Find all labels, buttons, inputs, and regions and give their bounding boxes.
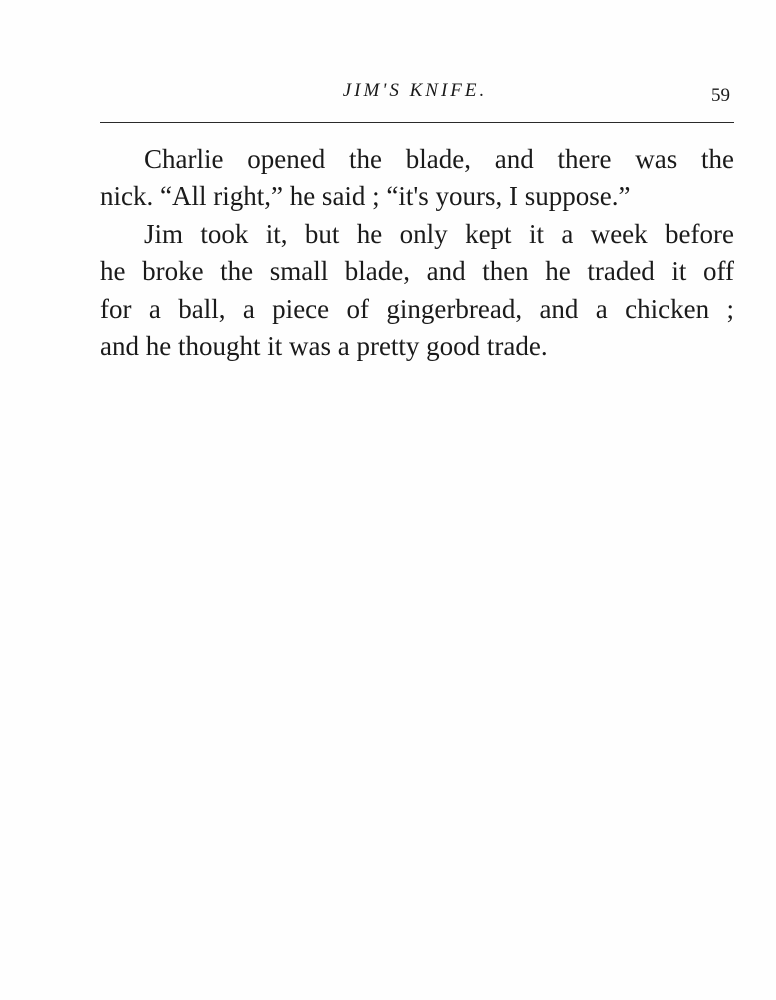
paragraph-2-line-1: Jim took it, but he only kept it a week before <box>144 218 734 249</box>
paragraph-1-line-2: nick. “All right,” he said ; “it's yours, I suppose.” <box>100 181 631 212</box>
header-rule <box>100 122 734 123</box>
paragraph-2-line-4: and he thought it was a pretty good trade. <box>100 331 548 362</box>
paragraph-2-line-3: for a ball, a piece of gingerbread, and a chicken ; <box>100 293 734 324</box>
paragraph-2-line-2: he broke the small blade, and then he traded it off <box>100 256 734 287</box>
body-text <box>100 141 734 365</box>
paragraph-1-line-1: Charlie opened the blade, and there was the <box>144 144 734 174</box>
running-head <box>0 76 776 106</box>
running-title: JIM'S KNIFE. <box>342 80 488 101</box>
page-number: 59 <box>711 85 730 106</box>
